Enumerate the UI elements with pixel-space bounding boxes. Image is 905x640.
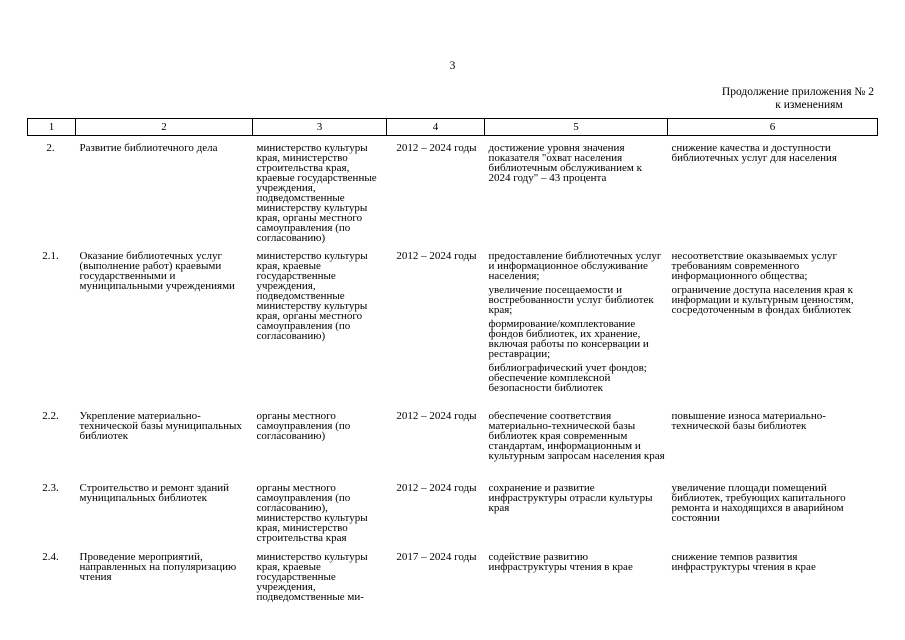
result-item: обеспечение соответствия материально-технической базы библиотек края современным стандартам, информационным и культурным запросам населения края bbox=[488, 410, 665, 462]
column-header-5: 5 bbox=[485, 119, 668, 136]
page-number: 3 bbox=[449, 60, 456, 72]
consequence-item: снижение качества и доступности библиотечных услуг для населения bbox=[671, 142, 837, 164]
result-item: содействие развитию инфраструктуры чтения в крае bbox=[488, 551, 633, 573]
consequences-cell bbox=[668, 403, 878, 475]
consequences-cell bbox=[668, 243, 878, 403]
executors-cell: органы местного самоуправления (по согласованию), министерство культуры края, министерство строительства края bbox=[256, 482, 368, 544]
executors-cell: министерство культуры края, министерство строительства края, краевые государственные учреждения, подведомственные министерству культуры края, органы местного самоуправления (по согласованию) bbox=[256, 142, 377, 243]
measure-name: Укрепление материально-технической базы муниципальных библиотек bbox=[79, 410, 242, 442]
appendix-line-2: к изменениям bbox=[775, 99, 843, 111]
results-cell bbox=[485, 544, 668, 602]
consequences-cell bbox=[668, 475, 878, 544]
row-number: 2. bbox=[46, 142, 55, 154]
result-item: достижение уровня значения показателя "охват населения библиотечным обслуживанием к 2024 году" – 43 процента bbox=[488, 142, 642, 184]
consequence-item: несоответствие оказываемых услуг требованиям современного информационного общества; bbox=[671, 250, 838, 282]
column-header-3: 3 bbox=[253, 119, 387, 136]
period-cell: 2017 – 2024 годы bbox=[396, 551, 477, 563]
measure-name: Оказание библиотечных услуг (выполнение работ) краевыми государственными и муниципальными учреждениями bbox=[79, 250, 235, 292]
result-item: сохранение и развитие инфраструктуры отрасли культуры края bbox=[488, 482, 653, 514]
executors-cell: министерство культуры края, краевые государственные учреждения, подведомственные министерству культуры края, органы местного самоуправления (по согласованию) bbox=[256, 250, 368, 342]
row-number: 2.3. bbox=[42, 482, 59, 494]
measure-name: Развитие библиотечного дела bbox=[79, 142, 218, 154]
results-cell bbox=[485, 136, 668, 244]
column-header-4: 4 bbox=[387, 119, 485, 136]
table-row bbox=[28, 544, 878, 602]
appendix-heading bbox=[674, 86, 874, 112]
results-cell bbox=[485, 243, 668, 403]
measure-name: Строительство и ремонт зданий муниципальных библиотек bbox=[79, 482, 229, 504]
table-row bbox=[28, 243, 878, 403]
row-number: 2.2. bbox=[42, 410, 59, 422]
executors-cell: министерство культуры края, краевые государственные учреждения, подведомственные ми- bbox=[256, 551, 368, 602]
consequences-cell bbox=[668, 136, 878, 244]
result-item: предоставление библиотечных услуг и информационное обслуживание населения; bbox=[488, 250, 662, 282]
measures-table bbox=[27, 118, 878, 602]
row-number: 2.1. bbox=[42, 250, 59, 262]
result-item: увеличение посещаемости и востребованности услуг библиотек края; bbox=[488, 284, 654, 316]
consequence-item: увеличение площади помещений библиотек, требующих капитального ремонта и находящихся в аварийном состоянии bbox=[671, 482, 846, 524]
consequence-item: повышение износа материально-технической базы библиотек bbox=[671, 410, 826, 432]
executors-cell: органы местного самоуправления (по согласованию) bbox=[256, 410, 351, 442]
column-header-6: 6 bbox=[668, 119, 878, 136]
consequences-cell bbox=[668, 544, 878, 602]
results-cell bbox=[485, 475, 668, 544]
table-row bbox=[28, 475, 878, 544]
measure-name: Проведение мероприятий, направленных на популяризацию чтения bbox=[79, 551, 237, 583]
consequence-item: снижение темпов развития инфраструктуры чтения в крае bbox=[671, 551, 816, 573]
column-header-2: 2 bbox=[76, 119, 253, 136]
period-cell: 2012 – 2024 годы bbox=[396, 142, 477, 154]
column-header-1: 1 bbox=[28, 119, 76, 136]
period-cell: 2012 – 2024 годы bbox=[396, 482, 477, 494]
period-cell: 2012 – 2024 годы bbox=[396, 410, 477, 422]
table-row bbox=[28, 136, 878, 244]
row-number: 2.4. bbox=[42, 551, 59, 563]
result-item: формирование/комплектование фондов библиотек, их хранение, включая работы по консервации и реставрации; bbox=[488, 318, 649, 360]
results-cell bbox=[485, 403, 668, 475]
consequence-item: ограничение доступа населения края к информации и культурным ценностям, сосредоточенным в фондах библиотек bbox=[671, 284, 854, 316]
table-row bbox=[28, 403, 878, 475]
period-cell: 2012 – 2024 годы bbox=[396, 250, 477, 262]
table-header-row bbox=[28, 119, 878, 136]
result-item: библиографический учет фондов; обеспечение комплексной безопасности библиотек bbox=[488, 362, 647, 394]
appendix-line-1: Продолжение приложения № 2 bbox=[721, 86, 874, 98]
